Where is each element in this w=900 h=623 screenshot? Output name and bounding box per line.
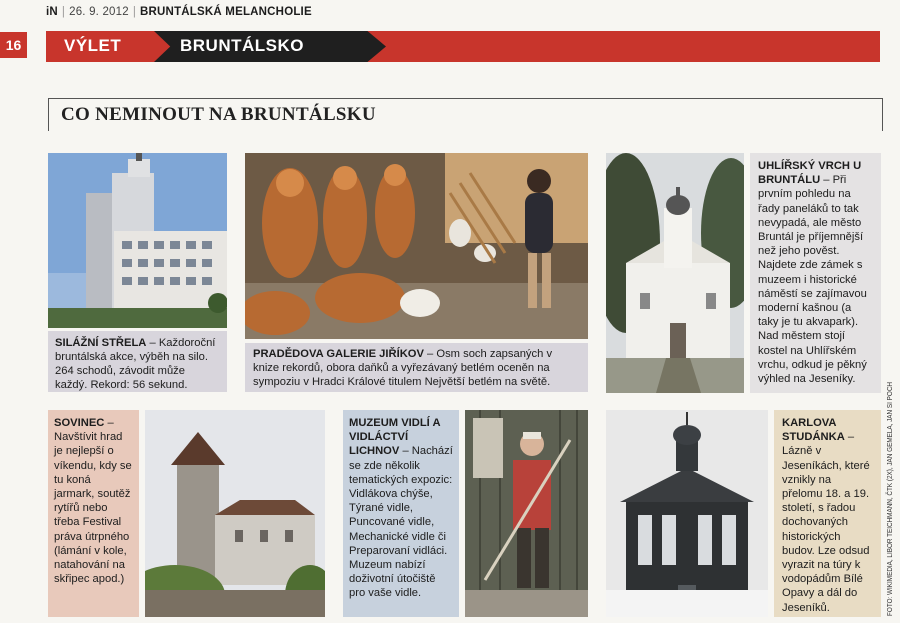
karlova-caption (774, 410, 881, 617)
photo-credit (882, 380, 896, 618)
sovinec-photo (145, 410, 325, 617)
uhlirsky-text: – Při prvním pohledu na řady paneláků to tak nevypadá, ale město Bruntál je příjemnější než jeho pověst. Najdete zde zámek s muzeem i historické náměstí se zajímavou moderní kašnou (a taky je tu akvapark). Nad městem stojí kostel na Uhlířském vrchu, odkud je pěkný výhled na Jeseníky. (758, 174, 867, 386)
brand-logo: iN (46, 6, 58, 18)
silo-text: – Každoroční bruntálská akce, výběh na silo. 264 schodů, závodit může každý. Rekord: 56 sekund. (55, 337, 216, 391)
muzeum-text: – Nachází se zde několik tematických expozic: Vidlákova chýše, Týrané vidle, Puncované vidle, Mechanické vidle či Preparovaní vidláci. Muzeum nabízí doživotní útočiště pro vaše vidle. (349, 445, 453, 600)
section-title: CO NEMINOUT NA BRUNTÁLSKU (61, 104, 376, 125)
galerie-text: – Osm soch zapsaných v knize rekordů, obora daňků a vyřezávaný betlém oceněn na sympoziu v Hradci Králové titulem Největší betlém na světě. (253, 348, 553, 388)
sovinec-text: – Navštívit hrad je nejlepší o víkendu, kdy se tu koná jarmark, soutěž rytířů nebo třeba Festival práva útrpného (lámání v kole, natahování na skřipec apod.) (54, 417, 132, 586)
galerie-photo (245, 153, 588, 339)
silo-photo (48, 153, 227, 328)
masthead-title: BRUNTÁLSKÁ MELANCHOLIE (140, 6, 312, 18)
issue-date: 26. 9. 2012 (69, 6, 129, 18)
page-number: 16 (0, 32, 27, 58)
sovinec-caption (48, 410, 139, 617)
muzeum-title: MUZEUM VIDLÍ A VIDLÁCTVÍ LICHNOV (349, 417, 441, 458)
ribbon-region-label: BRUNTÁLSKO (180, 36, 304, 55)
karlova-text: – Lázně v Jeseníkách, které vznikly na přelomu 18. a 19. století, s řadou dochovaných historických budov. Lze odsud vyrazit na túry k vodopádům Bílé Opavy a dál do Jeseníků. (782, 431, 870, 614)
uhlirsky-title: UHLÍŘSKÝ VRCH U BRUNTÁLU (758, 160, 862, 187)
karlova-photo (606, 410, 768, 617)
uhlirsky-caption (750, 153, 881, 393)
masthead: iN | 26. 9. 2012 | BRUNTÁLSKÁ MELANCHOLIE (46, 6, 312, 18)
galerie-caption (245, 343, 588, 392)
sovinec-title: SOVINEC (54, 417, 105, 429)
muzeum-caption (343, 410, 459, 617)
silo-caption (48, 331, 227, 392)
section-ribbon (46, 31, 880, 62)
karlova-title: KARLOVA STUDÁNKA (782, 417, 845, 444)
ribbon-section-label: VÝLET (64, 36, 122, 55)
galerie-title: PRADĚDOVA GALERIE JIŘÍKOV (253, 348, 424, 360)
muzeum-photo (465, 410, 588, 617)
uhlirsky-photo (606, 153, 744, 393)
photo-credit-text: FOTO: WIKIMEDIA, LIBOR TEICHMANN, ČTK (2X), JAN GEMELA, JAN SI POCH (885, 380, 894, 616)
silo-title: SILÁŽNÍ STŘELA (55, 337, 147, 349)
